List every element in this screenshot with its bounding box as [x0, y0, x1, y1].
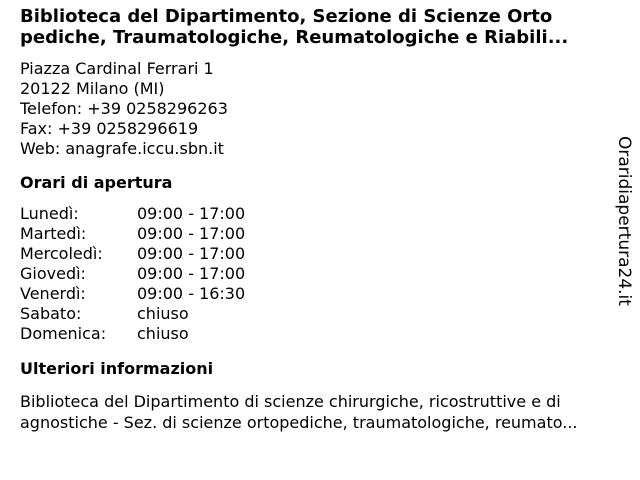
hours-row: [20, 224, 610, 244]
hours-row: [20, 304, 610, 324]
hours-row: [20, 204, 610, 224]
day-label: Venerdì:: [20, 284, 86, 303]
hours-row: [20, 264, 610, 284]
hours-row: [20, 284, 610, 304]
hours-row: [20, 244, 610, 264]
page-title: [20, 6, 610, 48]
phone[interactable]: Telefon: +39 0258296263: [20, 99, 228, 118]
site-watermark: Oraridiapertura24.it: [614, 136, 634, 306]
title-line-1: Biblioteca del Dipartimento, Sezione di Scienze Orto: [20, 6, 553, 27]
day-label: Martedì:: [20, 224, 87, 243]
info-line-1: Biblioteca del Dipartimento di scienze chirurgiche, ricostruttive e di: [20, 392, 561, 411]
time-value: 09:00 - 16:30: [137, 284, 246, 303]
time-value: 09:00 - 17:00: [137, 224, 246, 243]
info-heading: Ulteriori informazioni: [20, 359, 214, 378]
time-value: 09:00 - 17:00: [137, 244, 246, 263]
address-block: [20, 59, 610, 159]
content: [20, 6, 610, 433]
street: Piazza Cardinal Ferrari 1: [20, 59, 214, 78]
day-label: Sabato:: [20, 304, 82, 323]
time-value: 09:00 - 17:00: [137, 204, 246, 223]
hours-row: [20, 324, 610, 344]
time-value: 09:00 - 17:00: [137, 264, 246, 283]
day-label: Mercoledì:: [20, 244, 103, 263]
day-label: Domenica:: [20, 324, 107, 343]
day-label: Lunedì:: [20, 204, 79, 223]
info-text: [20, 391, 610, 433]
web-link[interactable]: Web: anagrafe.iccu.sbn.it: [20, 139, 224, 158]
time-value: chiuso: [137, 324, 189, 343]
hours-table: [20, 204, 610, 344]
time-value: chiuso: [137, 304, 189, 323]
fax: Fax: +39 0258296619: [20, 119, 199, 138]
hours-heading: Orari di apertura: [20, 173, 173, 192]
title-line-2: pediche, Traumatologiche, Reumatologiche e Riabili...: [20, 27, 569, 48]
info-line-2: agnostiche - Sez. di scienze ortopediche, traumatologiche, reumato...: [20, 413, 578, 432]
day-label: Giovedì:: [20, 264, 86, 283]
city: 20122 Milano (MI): [20, 79, 165, 98]
